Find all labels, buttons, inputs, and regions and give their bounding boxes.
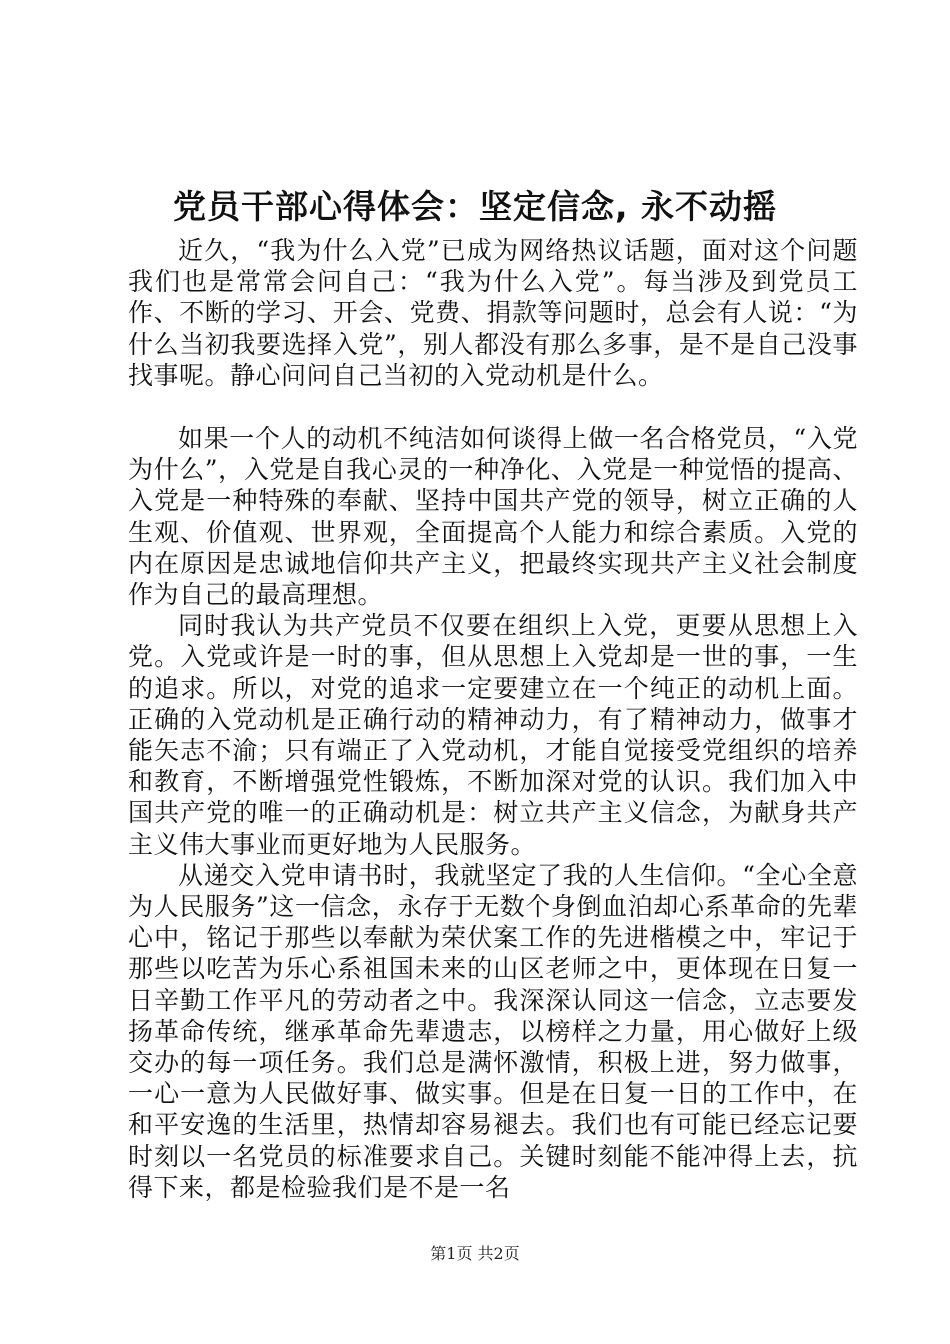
document-body bbox=[128, 235, 858, 1203]
paragraph-3: 同时我认为共产党员不仅要在组织上入党，更要从思想上入党。入党或许是一时的事，但从思想上入党却是一世的事，一生的追求。所以，对党的追求一定要建立在一个纯正的动机上面。正确的入党动机是正确行动的精神动力，有了精神动力，做事才能矢志不渝；只有端正了入党动机，才能自觉接受党组织的培养和教育，不断增强党性锻炼，不断加深对党的认识。我们加入中国共产党的唯一的正确动机是：树立共产主义信念，为献身共产主义伟大事业而更好地为人民服务。 bbox=[128, 611, 858, 859]
paragraph-4: 从递交入党申请书时，我就坚定了我的人生信仰。“全心全意为人民服务”这一信念，永存于无数个身倒血泊却心系革命的先辈心中，铭记于那些以奉献为荣伏案工作的先进楷模之中，牢记于那些以吃苦为乐心系祖国未来的山区老师之中，更体现在日复一日辛勤工作平凡的劳动者之中。我深深认同这一信念，立志要发扬革命传统，继承革命先辈遗志，以榜样之力量，用心做好上级交办的每一项任务。我们总是满怀激情，积极上进，努力做事，一心一意为人民做好事、做实事。但是在日复一日的工作中，在和平安逸的生活里，热情却容易褪去。我们也有可能已经忘记要时刻以一名党员的标准要求自己。关键时刻能不能冲得上去，抗得下来，都是检验我们是不是一名 bbox=[128, 860, 858, 1202]
paragraph-1: 近久，“我为什么入党”已成为网络热议话题，面对这个问题我们也是常常会问自己：“我为什么入党”。每当涉及到党员工作、不断的学习、开会、党费、捐款等问题时，总会有人说：“为什么当初我要选择入党”，别人都没有那么多事，是不是自己没事找事呢。静心问问自己当初的入党动机是什么。 bbox=[128, 236, 858, 390]
page-number-footer: 第1页 共2页 bbox=[430, 1244, 520, 1263]
document-title: 党员干部心得体会：坚定信念, 永不动摇 bbox=[172, 187, 778, 226]
paragraph-2: 如果一个人的动机不纯洁如何谈得上做一名合格党员，“入党为什么”，入党是自我心灵的一种净化、入党是一种觉悟的提高、入党是一种特殊的奉献、坚持中国共产党的领导，树立正确的人生观、价值观、世界观，全面提高个人能力和综合素质。入党的内在原因是忠诚地信仰共产主义，把最终实现共产主义社会制度作为自己的最高理想。 bbox=[128, 424, 858, 610]
